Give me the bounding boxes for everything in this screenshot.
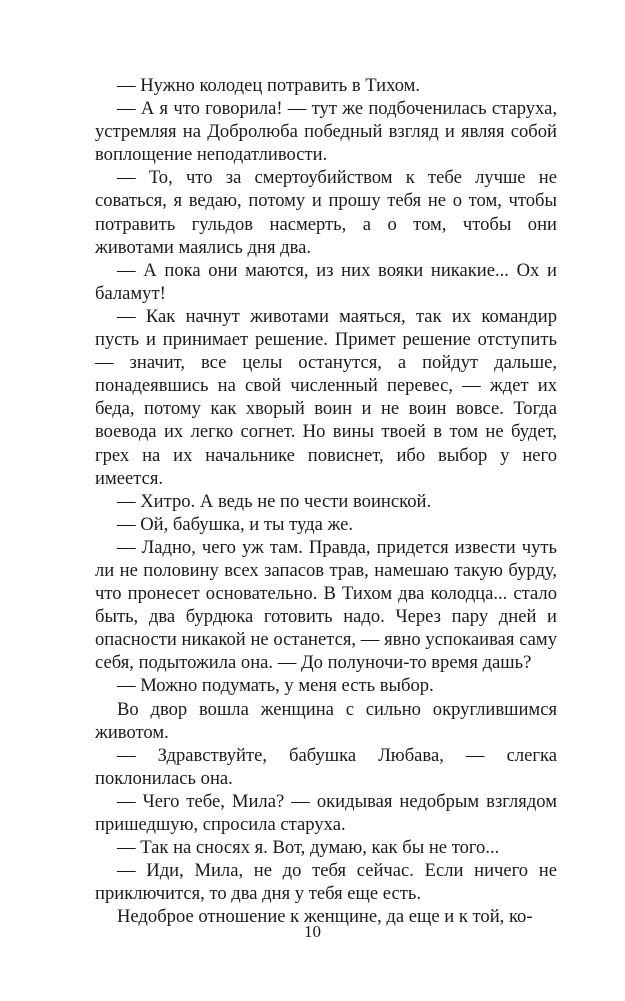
paragraph: — Как начнут животами маяться, так их командир пусть и принимает решение. Примет решение отступить — значит, все целы останутся, а пойдут дальше, понадеявшись на свой численный перевес, — ждет их беда, потому как хворый воин и не воин вовсе. Тогда воевода их легко согнет. Но вины твоей в том не будет, грех на их начальнике повиснет, ибо выбор у него имеется. (95, 305, 557, 489)
paragraph: — Можно подумать, у меня есть выбор. (117, 675, 434, 697)
body-text (95, 74, 557, 928)
paragraph: Недоброе отношение к женщине, да еще и к той, ко- (117, 906, 533, 928)
paragraph: — Нужно колодец потравить в Тихом. (117, 75, 421, 96)
paragraph: — А я что говорила! — тут же подбоченилась старуха, устремляя на Добролюба победный взгляд и являя собой воплощение неподатливости. (95, 98, 557, 166)
paragraph: — Ладно, чего уж там. Правда, придется извести чуть ли не половину всех запасов трав, намешаю такую бурду, что пронесет основательно. В Тихом два колодца... стало быть, два бурдюка готовить надо. Через пару дней и опасности никакой не останется, — явно успокаивая саму себя, подытожила она. — До полуночи-то время дашь? (95, 536, 557, 674)
paragraph: — Иди, Мила, не до тебя сейчас. Если ничего не приключится, то два дня у тебя еще есть. (95, 860, 557, 905)
page-number: 10 (304, 922, 321, 941)
paragraph: Во двор вошла женщина с сильно округлившимся животом. (95, 698, 557, 743)
paragraph: — Так на сносях я. Вот, думаю, как бы не того... (117, 837, 500, 859)
paragraph: — Хитро. А ведь не по чести воинской. (117, 490, 432, 512)
paragraph: — Чего тебе, Мила? — окидывая недобрым взглядом пришедшую, спросила старуха. (95, 790, 557, 835)
paragraph: — А пока они маются, из них вояки никакие... Ох и баламут! (95, 259, 557, 304)
paragraph: — Здравствуйте, бабушка Любава, — слегка поклонилась она. (95, 744, 557, 789)
paragraph: — Ой, бабушка, и ты туда же. (117, 513, 354, 535)
paragraph: — То, что за смертоубийством к тебе лучше не соваться, я ведаю, потому и прошу тебя не о том, чтобы потравить гульдов насмерть, а о том, чтобы они животами маялись дня два. (95, 167, 557, 258)
